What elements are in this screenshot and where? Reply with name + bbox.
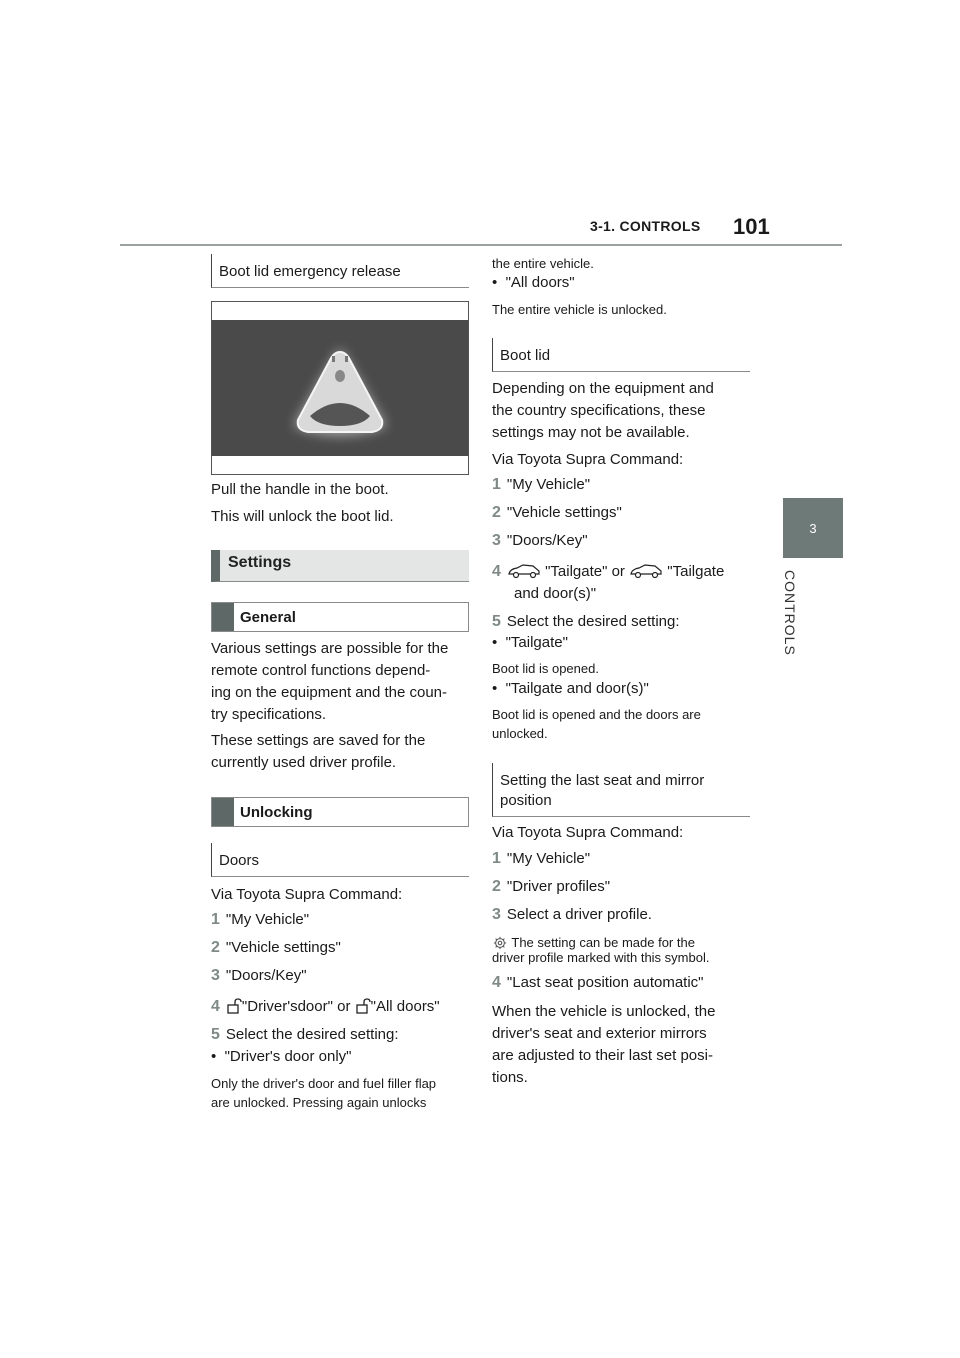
seat-mirror-heading-line-1: Setting the last seat and mirror xyxy=(500,772,705,789)
step-3 xyxy=(211,965,307,987)
chapter-label xyxy=(770,570,810,690)
step-number: 4 xyxy=(492,563,501,580)
step-2 xyxy=(211,937,341,959)
step-4-continuation: and door(s)" xyxy=(514,585,597,602)
step-5 xyxy=(492,611,680,633)
general-heading xyxy=(211,602,469,632)
step-text: "Tailgate" or xyxy=(540,563,630,580)
step-text: "My Vehicle" xyxy=(506,476,591,493)
tailgate-note: Boot lid is opened. xyxy=(492,661,599,676)
step-text: Select the desired setting: xyxy=(225,1026,399,1043)
profile-note-line-1: The setting can be made for the xyxy=(511,935,695,950)
step-number: 2 xyxy=(492,878,501,895)
settings-heading: Settings xyxy=(211,550,469,582)
car-tailgate-doors-icon xyxy=(629,563,663,579)
via-command-text: Via Toyota Supra Command: xyxy=(492,451,684,468)
step-number: 1 xyxy=(492,476,501,493)
step-text: "Doors/Key" xyxy=(506,532,588,549)
heading-marker xyxy=(212,798,234,826)
depending-line-2: the country specifications, these xyxy=(492,402,706,419)
step-number: 4 xyxy=(492,974,501,991)
seat-mirror-heading xyxy=(492,763,750,817)
depending-line-3: settings may not be available. xyxy=(492,424,690,441)
all-doors-note: The entire vehicle is unlocked. xyxy=(492,302,667,317)
driver-note-line-1: Only the driver's door and fuel filler flap xyxy=(211,1076,437,1091)
unlocking-heading-text: Unlocking xyxy=(240,803,313,821)
gear-icon xyxy=(492,936,508,950)
step-2 xyxy=(492,876,610,898)
bullet-tailgate: • "Tailgate" xyxy=(492,634,568,651)
step-1 xyxy=(492,474,590,496)
step-text: "Driver'sdoor" or xyxy=(241,998,355,1015)
bullet-drivers-door: • "Driver's door only" xyxy=(211,1048,352,1065)
step-number: 4 xyxy=(211,998,220,1015)
boot-lid-heading: Boot lid xyxy=(492,338,750,372)
figure-background xyxy=(212,320,468,456)
tailgate-doors-note-line-1: Boot lid is opened and the doors are xyxy=(492,707,701,722)
step-number: 2 xyxy=(211,939,220,956)
seat-mirror-heading-line-2: position xyxy=(500,792,552,809)
final-line-3: are adjusted to their last set posi- xyxy=(492,1047,713,1064)
heading-marker xyxy=(212,603,234,631)
saved-line-2: currently used driver profile. xyxy=(211,754,397,771)
step-number: 3 xyxy=(211,967,220,984)
step-text: "Doors/Key" xyxy=(225,967,307,984)
general-line-2: remote control functions depend- xyxy=(211,662,431,679)
step-number: 3 xyxy=(492,906,501,923)
final-line-1: When the vehicle is unlocked, the xyxy=(492,1003,716,1020)
step-2 xyxy=(492,502,622,524)
profile-note-line-2: driver profile marked with this symbol. xyxy=(492,950,710,965)
step-text: "Tailgate xyxy=(663,563,725,580)
step-text: "Vehicle settings" xyxy=(225,939,341,956)
step-1 xyxy=(492,848,590,870)
step-4 xyxy=(492,561,724,583)
boot-handle-illustration xyxy=(212,320,468,456)
section-title: 3-1. CONTROLS xyxy=(590,218,701,234)
step-5 xyxy=(211,1024,399,1046)
doors-heading: Doors xyxy=(211,843,469,877)
step-3 xyxy=(492,904,652,926)
via-command-text-2: Via Toyota Supra Command: xyxy=(492,824,684,841)
step-text: Select a driver profile. xyxy=(506,906,652,923)
door-unlock-icon xyxy=(226,998,242,1014)
driver-note-line-2: are unlocked. Pressing again unlocks xyxy=(211,1095,427,1110)
all-doors-unlock-icon xyxy=(355,998,371,1014)
step-text: "Driver profiles" xyxy=(506,878,611,895)
step-1 xyxy=(211,909,309,931)
step-number: 5 xyxy=(211,1026,220,1043)
step-text: "Last seat position automatic" xyxy=(506,974,704,991)
chapter-label-text: CONTROLS xyxy=(782,570,798,656)
bullet-tailgate-doors: • "Tailgate and door(s)" xyxy=(492,680,649,697)
step-number: 2 xyxy=(492,504,501,521)
via-command-text: Via Toyota Supra Command: xyxy=(211,886,403,903)
bullet-text: "Tailgate and door(s)" xyxy=(505,680,649,697)
step-number: 3 xyxy=(492,532,501,549)
bullet-text: "Driver's door only" xyxy=(224,1048,352,1065)
step-4 xyxy=(211,996,440,1018)
bullet-text: "Tailgate" xyxy=(505,634,568,651)
bullet-all-doors: • "All doors" xyxy=(492,274,575,291)
step-text: "Vehicle settings" xyxy=(506,504,622,521)
tailgate-doors-note-line-2: unlocked. xyxy=(492,726,548,741)
general-line-1: Various settings are possible for the xyxy=(211,640,449,657)
final-line-2: driver's seat and exterior mirrors xyxy=(492,1025,707,1042)
bullet-text: "All doors" xyxy=(505,274,575,291)
depending-line-1: Depending on the equipment and xyxy=(492,380,714,397)
profile-note xyxy=(492,935,709,965)
step-text: Select the desired setting: xyxy=(506,613,680,630)
saved-line-1: These settings are saved for the xyxy=(211,732,426,749)
step-text: "My Vehicle" xyxy=(506,850,591,867)
step-4 xyxy=(492,972,704,994)
step-number: 5 xyxy=(492,613,501,630)
continued-text: the entire vehicle. xyxy=(492,256,594,271)
general-line-3: ing on the equipment and the coun- xyxy=(211,684,448,701)
step-text: "All doors" xyxy=(370,998,440,1015)
pull-handle-text: Pull the handle in the boot. xyxy=(211,481,389,498)
step-text: "My Vehicle" xyxy=(225,911,310,928)
chapter-tab: 3 xyxy=(783,498,843,558)
page-number: 101 xyxy=(733,214,770,239)
step-3 xyxy=(492,530,588,552)
general-heading-text: General xyxy=(240,608,296,626)
unlocking-heading xyxy=(211,797,469,827)
general-line-4: try specifications. xyxy=(211,706,327,723)
step-number: 1 xyxy=(211,911,220,928)
boot-release-heading: Boot lid emergency release xyxy=(211,254,469,288)
boot-handle-figure xyxy=(211,301,469,475)
header-divider xyxy=(120,244,842,246)
car-tailgate-icon xyxy=(507,563,541,579)
unlock-boot-text: This will unlock the boot lid. xyxy=(211,508,394,525)
step-number: 1 xyxy=(492,850,501,867)
final-line-4: tions. xyxy=(492,1069,528,1086)
